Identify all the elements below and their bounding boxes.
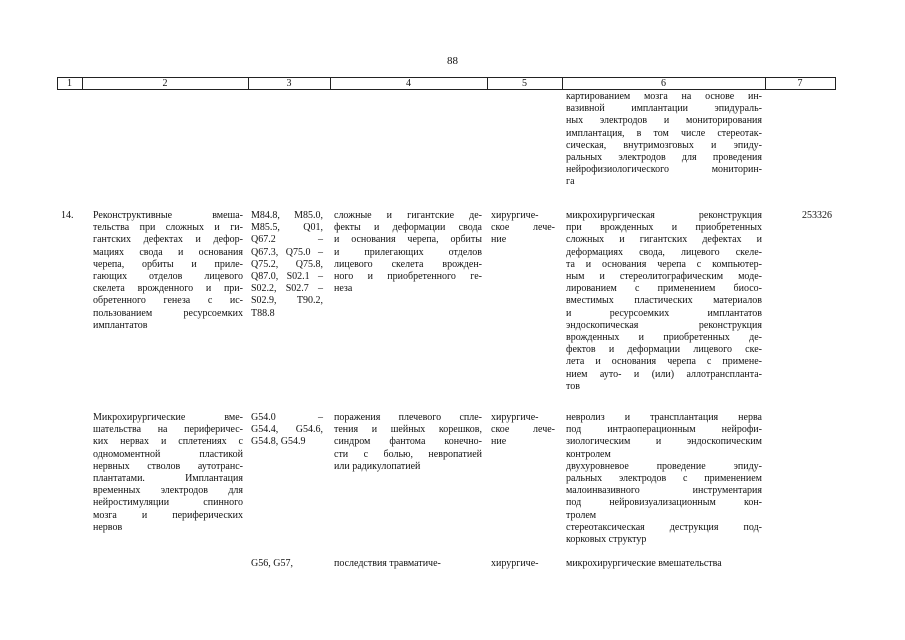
intervention-name-line: гантских дефектах и дефор- (93, 234, 243, 246)
treatment-method-line: деформациях свода, лицевого скеле- (566, 246, 762, 258)
treatment-type-line: хирургиче- (491, 558, 539, 569)
treatment-method-line: при врожденных и приобретенных (566, 222, 762, 234)
treatment-method-line: двухуровневое проведение эпиду- (566, 460, 762, 472)
treatment-method (566, 91, 762, 189)
column-header-7: 7 (797, 78, 803, 89)
treatment-type-line: хирургиче- (491, 412, 539, 423)
treatment-method-line: эндоскопическая реконструкция (566, 319, 762, 331)
treatment-type-line: ское лече- (491, 424, 555, 436)
patient-model-line: последствия травматиче- (334, 558, 441, 569)
treatment-type-line: ние (491, 234, 507, 246)
header-separator (835, 78, 836, 90)
treatment-method-line: врожденных и приобретенных де- (566, 332, 762, 344)
treatment-type-line: ние (491, 436, 507, 448)
column-header-5: 5 (522, 78, 527, 89)
treatment-method-line: имплантация, в том числе стереотак- (566, 127, 762, 139)
patient-model-line: поражения плечевого спле- (334, 412, 482, 423)
intervention-name-line: ких нервах и сплетениях с (93, 436, 243, 448)
treatment-type (491, 412, 555, 449)
intervention-name-line: скелета врожденного и при- (93, 283, 243, 295)
treatment-method-line: картированием мозга на основе ин- (566, 91, 762, 102)
icd-codes-line: G56, G57, (251, 558, 293, 569)
treatment-method-line: под нейровизуализационным кон- (566, 497, 762, 509)
treatment-method-line: вазивной имплантации эпидураль- (566, 103, 762, 115)
patient-model (334, 558, 482, 570)
intervention-name-line: пользованием ресурсоемких (93, 307, 243, 319)
treatment-type-line: ское лече- (491, 222, 555, 234)
patient-model-line: сти с болью, невропатией (334, 448, 482, 460)
treatment-method-line: нием ауто- и (или) аллотранспланта- (566, 368, 762, 380)
patient-model-line: ного и приобретенного ге- (334, 271, 482, 283)
intervention-name-line: мациях свода и основания (93, 246, 243, 258)
page-number: 88 (447, 55, 458, 67)
intervention-name-line: Микрохирургические вме- (93, 412, 243, 423)
intervention-name-line: нейростимуляции спинного (93, 497, 243, 509)
intervention-name (93, 412, 243, 534)
treatment-method-line: лированием с применением биосо- (566, 283, 762, 295)
treatment-method-line: тов (566, 380, 580, 392)
icd-codes (251, 558, 323, 570)
icd-codes-line: Q67.3, Q75.0 – (251, 246, 323, 258)
intervention-name-line: черепа, орбиты и приле- (93, 258, 243, 270)
treatment-method-line: невролиз и трансплантация нерва (566, 412, 762, 423)
treatment-method-line: лета и основания черепа с примене- (566, 356, 762, 368)
treatment-type (491, 558, 555, 570)
treatment-type (491, 210, 555, 247)
intervention-name-line: нервов (93, 521, 123, 533)
patient-model-line: сложные и гигантские де- (334, 210, 482, 221)
icd-codes (251, 412, 323, 449)
treatment-method (566, 210, 762, 393)
row-number-text: 14. (61, 210, 74, 221)
patient-model-line: или радикулопатией (334, 460, 421, 472)
patient-model-line: синдром фантома конечно- (334, 436, 482, 448)
treatment-method-line: сическая, внутримозговых и эпиду- (566, 139, 762, 151)
patient-model (334, 412, 482, 473)
intervention-name-line: обретенного генеза с ис- (93, 295, 243, 307)
column-header-6: 6 (661, 78, 666, 89)
intervention-name-line: временных электродов для (93, 485, 243, 497)
column-header-3: 3 (286, 78, 292, 89)
icd-codes-line: T88.8 (251, 307, 275, 319)
intervention-name-line: мозга и периферических (93, 509, 243, 521)
patient-model-line: лицевого скелета врожден- (334, 258, 482, 270)
patient-model-line: и прилегающих отделов (334, 246, 482, 258)
treatment-method-line: ных электродов и мониторирования (566, 115, 762, 127)
treatment-method-line: и ресурсоемких имплантатов (566, 307, 762, 319)
patient-model-line: тения и шейных корешков, (334, 424, 482, 436)
intervention-name-line: тельства при сложных и ги- (93, 222, 243, 234)
column-header-2: 2 (162, 78, 168, 89)
treatment-method-line: ральных электродов для проведения (566, 152, 762, 164)
icd-codes-line: S02.2, S02.7 – (251, 283, 323, 295)
treatment-type-line: хирургиче- (491, 210, 539, 221)
intervention-name-line: плантатами. Имплантация (93, 473, 243, 485)
intervention-name-line: шательства на периферичес- (93, 424, 243, 436)
treatment-method-line: малоинвазивного инструментария (566, 485, 762, 497)
icd-codes-line: G54.4, G54.6, (251, 424, 323, 436)
treatment-method (566, 558, 762, 570)
treatment-method-line: нейрофизиологического мониторин- (566, 164, 762, 176)
icd-codes-line: S02.9, T90.2, (251, 295, 323, 307)
intervention-name (93, 210, 243, 332)
treatment-method-line: та и основания черепа с компьютер- (566, 258, 762, 270)
row-number (61, 210, 79, 222)
intervention-name-line: одномоментной пластикой (93, 448, 243, 460)
icd-codes-line: M85.5, Q01, (251, 222, 323, 234)
table-header-bottom-border (57, 89, 836, 90)
icd-codes-line: Q75.2, Q75.8, (251, 258, 323, 270)
treatment-method-line: микрохирургическая реконструкция (566, 210, 762, 221)
icd-codes-line: M84.8, M85.0, (251, 210, 323, 221)
treatment-method-line: контролем (566, 448, 611, 460)
intervention-name-line: имплантатов (93, 319, 148, 331)
icd-codes (251, 210, 323, 320)
treatment-method-line: сложных и гигантских дефектах и (566, 234, 762, 246)
treatment-method-line: под интраоперационным нейрофи- (566, 424, 762, 436)
column-header-4: 4 (406, 78, 411, 89)
patient-model-line: фекты и деформации свода (334, 222, 482, 234)
treatment-method-line: корковых структур (566, 534, 647, 546)
intervention-name-line: гающих отделов лицевого (93, 271, 243, 283)
patient-model-line: и основания черепа, орбиты (334, 234, 482, 246)
treatment-method-line: стереотаксическая деструкция под- (566, 521, 762, 533)
treatment-method-line: ным и стереолитографическим моде- (566, 271, 762, 283)
treatment-method-line: вместимых пластических материалов (566, 295, 762, 307)
icd-codes-line: G54.0 – (251, 412, 323, 423)
treatment-method-line: микрохирургические вмешательства (566, 558, 722, 569)
treatment-method-line: ральных электродов с применением (566, 473, 762, 485)
patient-model (334, 210, 482, 295)
treatment-method-line: фектов и деформации лицевого ске- (566, 344, 762, 356)
icd-codes-line: Q87.0, S02.1 – (251, 271, 323, 283)
patient-model-line: неза (334, 283, 353, 295)
treatment-method-line: тролем (566, 509, 597, 521)
column-header-1: 1 (67, 78, 72, 89)
icd-codes-line: G54.8, G54.9 (251, 436, 306, 448)
icd-codes-line: Q67.2 – (251, 234, 323, 246)
intervention-name-line: нервных стволов аутотранс- (93, 460, 243, 472)
treatment-method-line: га (566, 176, 575, 188)
treatment-method-line: зиологическим и эндоскопическим (566, 436, 762, 448)
intervention-name-line: Реконструктивные вмеша- (93, 210, 243, 221)
cost-value (768, 210, 832, 222)
cost-value-text: 253326 (802, 210, 832, 221)
treatment-method (566, 412, 762, 546)
